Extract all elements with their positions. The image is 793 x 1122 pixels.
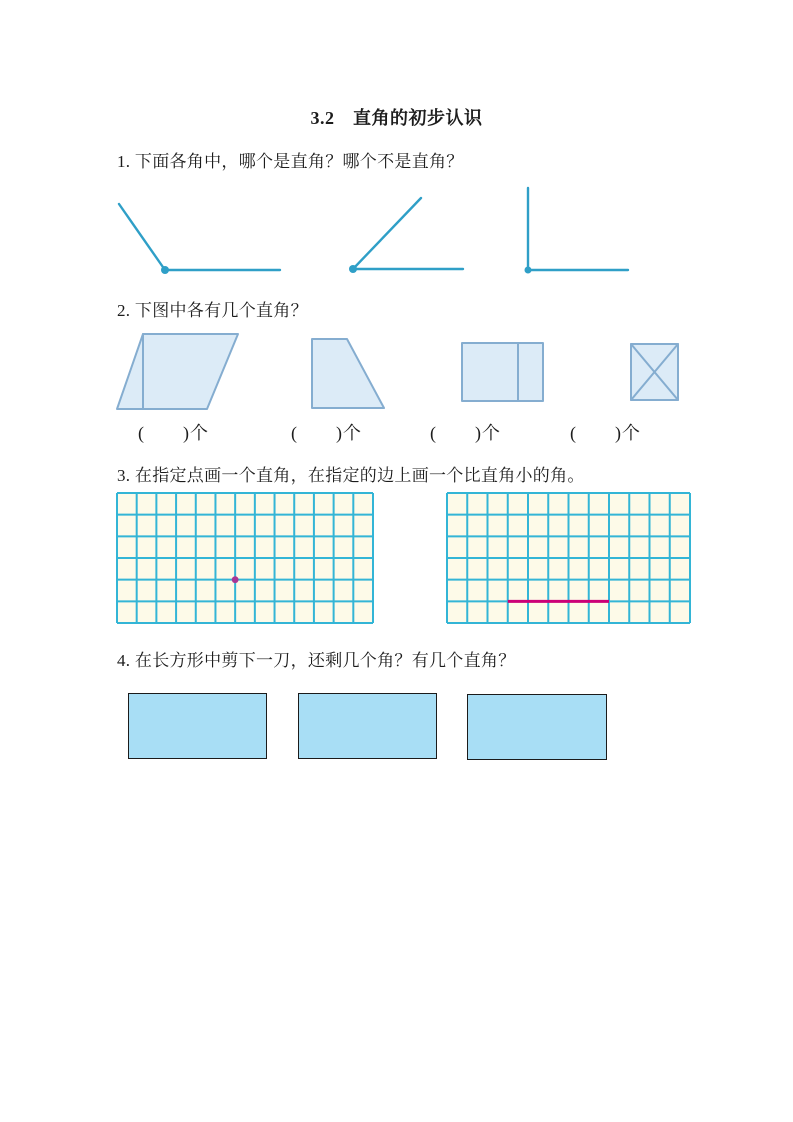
blue-rectangle-3 — [467, 694, 607, 760]
question-2-text: 2. 下图中各有几个直角？ — [117, 301, 308, 320]
vertex-dot — [349, 265, 357, 273]
answer-blank-3: ( )个 — [430, 423, 501, 443]
trapezoid-figure — [312, 339, 384, 408]
question-1-angle-figures — [90, 183, 650, 278]
answer-blank-1: ( )个 — [138, 423, 209, 443]
blue-rectangle-2 — [298, 693, 437, 759]
answer-blank-4: ( )个 — [570, 423, 641, 443]
question-2-shape-figures — [110, 330, 690, 415]
answer-blank-2: ( )个 — [291, 423, 362, 443]
page-title: 3.2 直角的初步认识 — [310, 108, 483, 128]
grid-with-target-edge — [447, 493, 690, 623]
question-3-text: 3. 在指定点画一个直角，在指定的边上画一个比直角小的角。 — [117, 466, 585, 485]
question-4-text: 4. 在长方形中剪下一刀，还剩几个角？有几个直角？ — [117, 651, 516, 670]
blue-rectangle-1 — [128, 693, 267, 759]
square-with-diagonals-figure — [631, 344, 678, 400]
right-angle-figure — [525, 188, 629, 274]
target-point-marker — [232, 576, 239, 583]
grid-with-target-point — [117, 493, 373, 623]
parallelogram-figure — [117, 334, 238, 409]
acute-angle-figure — [349, 198, 463, 273]
question-1-text: 1. 下面各角中，哪个是直角？哪个不是直角？ — [117, 152, 464, 171]
vertex-dot — [525, 267, 532, 274]
vertex-dot — [161, 266, 169, 274]
divided-rectangle-figure — [462, 343, 543, 401]
obtuse-angle-figure — [119, 204, 280, 274]
